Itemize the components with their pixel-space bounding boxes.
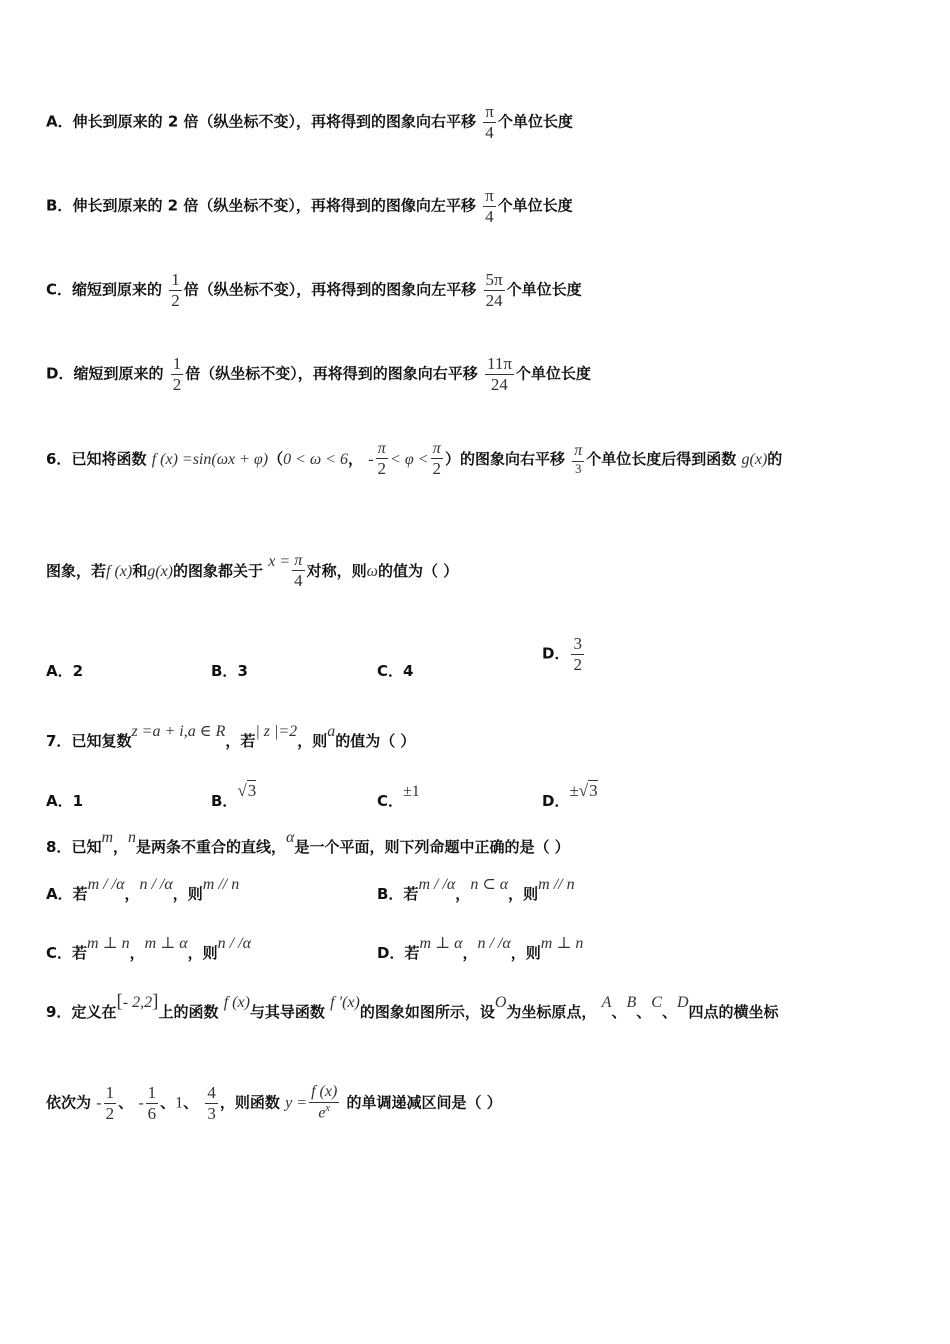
math-expr: n / /α	[139, 876, 173, 893]
math-expr: α	[286, 829, 295, 846]
fraction-pi-4	[292, 552, 305, 591]
stem-text: 的图象都关于	[173, 561, 264, 580]
frac-den: 2	[432, 459, 441, 479]
option-label: A．	[46, 885, 73, 903]
q7-stem	[46, 723, 416, 751]
math-expr: x =	[268, 552, 291, 570]
q7-option-c[interactable]	[377, 783, 420, 811]
option-text: ，则	[187, 944, 218, 962]
math-expr: n / /α	[217, 935, 251, 952]
option-label: D．	[46, 364, 74, 383]
math-expr: g(x)	[147, 562, 173, 580]
q7-option-d[interactable]	[542, 781, 598, 811]
option-text: ，	[129, 944, 145, 962]
frac-den: 4	[483, 122, 496, 143]
frac-num: π	[377, 440, 386, 457]
interval-value: - 2,2	[122, 994, 153, 1011]
radicand: 3	[247, 781, 257, 800]
option-value: 2	[72, 662, 84, 680]
stem-text: 、	[611, 1003, 627, 1021]
option-text: ，则	[508, 885, 539, 903]
stem-text: 、	[160, 1093, 176, 1112]
frac-den: 4	[294, 571, 303, 591]
fraction-4-3	[205, 1083, 218, 1123]
math-expr: | z |=2	[255, 723, 298, 740]
q6-option-c[interactable]	[377, 660, 413, 681]
q6-option-b[interactable]	[211, 660, 248, 681]
stem-text: 定义在	[71, 1003, 117, 1021]
frac-num: π	[294, 552, 303, 569]
stem-text: 对称，则	[306, 561, 367, 580]
stem-text: 已知复数	[71, 732, 132, 750]
option-label: B．	[377, 885, 404, 903]
math-expr: m / /α	[87, 876, 125, 893]
frac-num: π	[432, 440, 441, 457]
math-expr: f (x) =sin(ωx + φ)	[151, 450, 269, 468]
math-expr: m ⊥ n	[87, 935, 130, 952]
math-expr: a	[327, 723, 336, 740]
option-text: 若	[72, 885, 88, 903]
fraction-pi-2	[376, 440, 389, 479]
math-expr: m ⊥ α	[144, 935, 188, 952]
option-text: 缩短到原来的	[73, 364, 164, 383]
fraction-pi-4	[483, 186, 496, 226]
q9-stem-line1	[46, 991, 779, 1023]
frac-den: 24	[484, 290, 505, 311]
option-text: 若	[403, 885, 419, 903]
question-number: 9．	[46, 1003, 72, 1021]
q8-option-a[interactable]	[46, 876, 240, 904]
option-value: 1	[72, 792, 84, 810]
fraction-5pi-24	[484, 270, 505, 310]
frac-den: 3	[207, 1103, 216, 1123]
frac-den: 2	[172, 374, 182, 394]
frac-den: 6	[147, 1103, 157, 1123]
stem-text: 、	[183, 1093, 199, 1112]
option-value: 3	[237, 662, 248, 680]
radicand: 3	[589, 781, 598, 800]
math-expr: g(x)	[741, 450, 768, 468]
math-expr: m // n	[538, 876, 575, 893]
stem-text: 图象，若	[46, 561, 107, 580]
stem-text: 已知将函数	[71, 449, 147, 468]
stem-text: ，	[113, 838, 129, 856]
stem-text: （	[268, 449, 284, 468]
q8-option-d[interactable]	[377, 935, 584, 963]
q6-stem-line2	[46, 552, 458, 591]
stem-text: 是一个平面，则下列命题中正确的是（ ）	[294, 838, 570, 856]
math-expr: f (x)	[106, 562, 133, 580]
option-label: A．	[46, 112, 73, 131]
option-label: B．	[46, 196, 73, 215]
fraction-11pi-24	[485, 354, 514, 394]
frac-num: 1	[171, 270, 180, 289]
option-text: 伸长到原来的 2 倍（纵坐标不变），再将得到的图象向右平移	[72, 112, 476, 131]
math-expr: f (x)	[223, 994, 250, 1011]
frac-num: 1	[105, 1083, 115, 1102]
math-expr: C	[651, 994, 662, 1011]
pm-sqrt-3: ±√3	[569, 781, 598, 800]
stem-text: 、	[118, 1093, 134, 1112]
option-text: 倍（纵坐标不变），再将得到的图象向右平移	[185, 364, 478, 383]
math-expr: m	[101, 829, 114, 846]
q7-option-a[interactable]	[46, 790, 83, 811]
q9-stem-line2	[46, 1083, 502, 1123]
question-number: 8．	[46, 838, 72, 856]
option-label: C．	[46, 944, 73, 962]
frac-den: 2	[573, 654, 582, 674]
pm-sign: ±	[569, 781, 579, 800]
math-expr: 1	[175, 1094, 184, 1112]
fraction-pi-2	[431, 440, 444, 479]
option-label: B．	[211, 792, 238, 810]
stem-text: ，则	[297, 732, 328, 750]
stem-text: ，则函数	[219, 1093, 280, 1112]
fraction-3-2	[571, 634, 584, 674]
option-text: 伸长到原来的 2 倍（纵坐标不变），再将得到的图像向左平移	[72, 196, 476, 215]
frac-den: 2	[171, 290, 180, 310]
frac-num: π	[574, 442, 583, 460]
option-label: A．	[46, 662, 73, 680]
frac-den: 24	[485, 374, 514, 395]
option-label: D．	[542, 644, 570, 663]
q5-option-b[interactable]	[46, 186, 573, 226]
stem-text: 的值为（ ）	[377, 561, 459, 580]
question-number: 7．	[46, 732, 72, 750]
stem-text: 的	[767, 449, 783, 468]
frac-den: 3	[572, 461, 584, 477]
frac-num: 1	[147, 1083, 157, 1102]
math-expr: m / /α	[418, 876, 456, 893]
exp-base: e	[318, 1104, 326, 1122]
q8-option-b[interactable]	[377, 876, 575, 904]
option-label: C．	[377, 662, 404, 680]
option-text: ，	[124, 885, 140, 903]
stem-text: 、	[636, 1003, 652, 1021]
q5-option-d[interactable]	[46, 354, 591, 394]
math-expr: f ′(x)	[330, 994, 360, 1011]
math-expr: D	[676, 994, 689, 1011]
option-text: ，则	[510, 944, 541, 962]
option-text: 个单位长度	[497, 196, 573, 215]
stem-text: 与其导函数	[249, 1003, 325, 1021]
frac-num: 4	[207, 1083, 216, 1102]
q7-option-b[interactable]	[211, 781, 257, 811]
stem-text: 和	[132, 561, 148, 580]
fraction-1-6	[146, 1083, 159, 1123]
fraction-fx-ex	[309, 1083, 339, 1122]
fraction-pi-3	[572, 442, 584, 476]
stem-text: 的单调递减区间是（ ）	[346, 1093, 502, 1112]
stem-text: 上的函数	[158, 1003, 219, 1021]
option-text: ，则	[172, 885, 203, 903]
stem-text: 、	[661, 1003, 677, 1021]
stem-text: ，	[347, 449, 363, 468]
option-label: C．	[46, 280, 73, 299]
math-expr: -	[96, 1094, 102, 1112]
stem-text: 已知	[71, 838, 102, 856]
q6-option-d[interactable]	[542, 634, 586, 674]
q8-option-c[interactable]	[46, 935, 251, 963]
stem-text: ）的图象向右平移	[445, 449, 566, 468]
option-text: 若	[404, 944, 420, 962]
option-label: D．	[377, 944, 405, 962]
option-label: D．	[542, 792, 570, 810]
q8-stem	[46, 829, 570, 857]
math-expr: A	[601, 994, 612, 1011]
math-expr: m ⊥ α	[419, 935, 463, 952]
option-label: B．	[211, 662, 238, 680]
frac-num: 11π	[486, 354, 512, 373]
option-label: A．	[46, 792, 73, 810]
option-label: C．	[377, 792, 404, 810]
math-expr: n ⊂ α	[470, 876, 509, 893]
frac-num: π	[485, 102, 494, 121]
stem-text: 四点的横坐标	[688, 1003, 779, 1021]
math-expr: n	[128, 829, 137, 846]
q6-stem-line1	[46, 440, 782, 479]
option-text: 个单位长度	[515, 364, 591, 383]
frac-num: f (x)	[311, 1083, 338, 1101]
option-text: 个单位长度	[497, 112, 573, 131]
math-expr: y =	[285, 1094, 308, 1112]
stem-text: ，若	[225, 732, 256, 750]
option-text: 缩短到原来的	[72, 280, 163, 299]
interval: [- 2,2]	[116, 991, 159, 1012]
option-value: 4	[403, 662, 414, 680]
fraction-1-2	[171, 354, 184, 394]
frac-num: 3	[573, 634, 582, 653]
option-text: ，	[462, 944, 478, 962]
option-text: ，	[455, 885, 471, 903]
option-text: 个单位长度	[506, 280, 582, 299]
q5-option-c[interactable]	[46, 270, 582, 310]
frac-num: π	[485, 186, 494, 205]
stem-text: 为坐标原点，	[506, 1003, 597, 1021]
option-text: 倍（纵坐标不变），再将得到的图象向左平移	[183, 280, 477, 299]
math-expr: 0 < ω < 6	[283, 450, 348, 468]
stem-text: 的值为（ ）	[335, 732, 416, 750]
fraction-1-2	[104, 1083, 117, 1123]
frac-num: 1	[172, 354, 182, 373]
frac-den: 4	[483, 206, 496, 227]
frac-num: 5π	[485, 270, 503, 289]
math-expr: -	[368, 450, 374, 468]
stem-text: 个单位长度后得到函数	[586, 449, 737, 468]
stem-text: 的图象如图所示，设	[359, 1003, 495, 1021]
math-expr: z =a + i,a ∈ R	[131, 723, 226, 740]
exp-power: x	[325, 1102, 330, 1114]
q6-option-a[interactable]	[46, 660, 83, 681]
stem-text: 是两条不重合的直线，	[136, 838, 287, 856]
math-expr: m // n	[202, 876, 240, 893]
q5-option-a[interactable]	[46, 102, 573, 142]
math-expr: B	[626, 994, 637, 1011]
math-expr: ω	[366, 562, 378, 580]
math-expr: m ⊥ n	[540, 935, 584, 952]
fraction-1-2	[169, 270, 182, 310]
math-expr: n / /α	[477, 935, 511, 952]
math-expr: < φ <	[390, 450, 429, 468]
frac-den: 2	[377, 459, 387, 479]
frac-den: 2	[105, 1103, 115, 1123]
option-value: ±1	[403, 783, 420, 800]
option-text: 若	[72, 944, 88, 962]
question-number: 6．	[46, 449, 72, 468]
math-expr: -	[138, 1094, 144, 1112]
sqrt-3: √3	[237, 781, 257, 800]
stem-text: 依次为	[46, 1093, 92, 1112]
fraction-pi-4	[483, 102, 496, 142]
math-expr: O	[494, 994, 507, 1011]
